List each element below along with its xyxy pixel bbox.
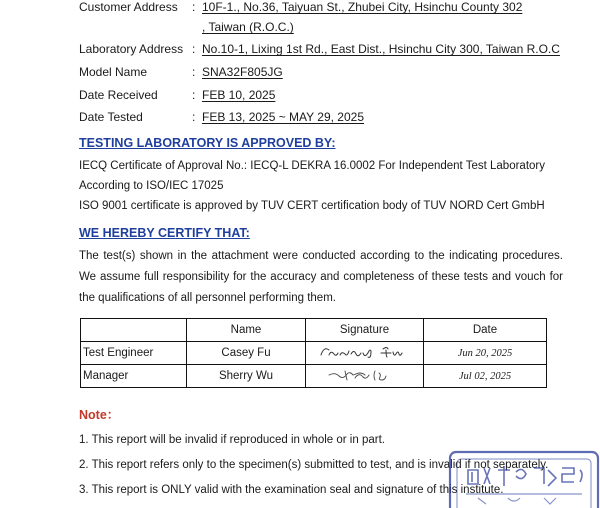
signature-image [315,343,415,361]
certify-heading: WE HEREBY CERTIFY THAT: [79,226,250,240]
signature-table [80,318,547,388]
signature-cell [306,365,424,388]
signature-image [315,366,415,384]
model-label: Model Name [79,65,148,79]
date-tested-label: Date Tested [79,110,143,124]
note-title: Note： [79,408,120,422]
role-cell: Test Engineer [81,342,187,365]
note-item: 1. This report will be invalid if reproduced in whole or in part. [79,434,385,446]
date-cell: Jul 02, 2025 [424,365,547,388]
role-cell: Manager [81,365,187,388]
approval-heading: TESTING LABORATORY IS APPROVED BY: [79,136,336,150]
table-header-name: Name [187,319,306,342]
name-cell: Sherry Wu [187,365,306,388]
colon: : [192,0,196,14]
certify-paragraph: The test(s) shown in the attachment were conducted according to the indicating procedures. We assume full responsibility for the accuracy and completeness of these tests and vouch for the qualifications of all personnel performing them. [79,250,563,304]
table-header-signature: Signature [306,319,424,342]
colon: : [192,42,196,56]
table-row [81,342,547,365]
customer-address-value-line2: , Taiwan (R.O.C.) [202,20,294,34]
table-header-cell [81,319,187,342]
approval-line-1: IECQ Certificate of Approval No.: IECQ-L DEKRA 16.0002 For Independent Test Laboratory [79,160,545,172]
approval-line-2: According to ISO/IEC 17025 [79,180,224,192]
lab-address-value: No.10-1, Lixing 1st Rd., East Dist., Hsinchu City 300, Taiwan R.O.C [202,42,560,56]
note-item: 3. This report is ONLY valid with the examination seal and signature of this institute. [79,484,504,496]
name-cell: Casey Fu [187,342,306,365]
date-received-value: FEB 10, 2025 [202,88,276,102]
colon: : [192,88,196,102]
approval-line-3: ISO 9001 certificate is approved by TUV CERT certification body of TUV NORD Cert GmbH [79,200,545,212]
colon: : [192,65,196,79]
model-value: SNA32F805JG [202,65,283,79]
customer-address-label: Customer Address [79,0,178,14]
table-header-date: Date [424,319,547,342]
date-cell: Jun 20, 2025 [424,342,547,365]
colon: : [192,110,196,124]
examination-seal-icon [448,448,600,508]
date-received-label: Date Received [79,88,158,102]
lab-address-label: Laboratory Address [79,42,184,56]
note-item: 2. This report refers only to the specimen(s) submitted to test, and is invalid if not separately. [79,459,549,471]
date-tested-value: FEB 13, 2025 ~ MAY 29, 2025 [202,110,364,124]
table-header-row [81,319,547,342]
customer-address-value: 10F-1., No.36, Taiyuan St., Zhubei City, Hsinchu County 302 [202,0,523,14]
signature-cell [306,342,424,365]
table-row [81,365,547,388]
